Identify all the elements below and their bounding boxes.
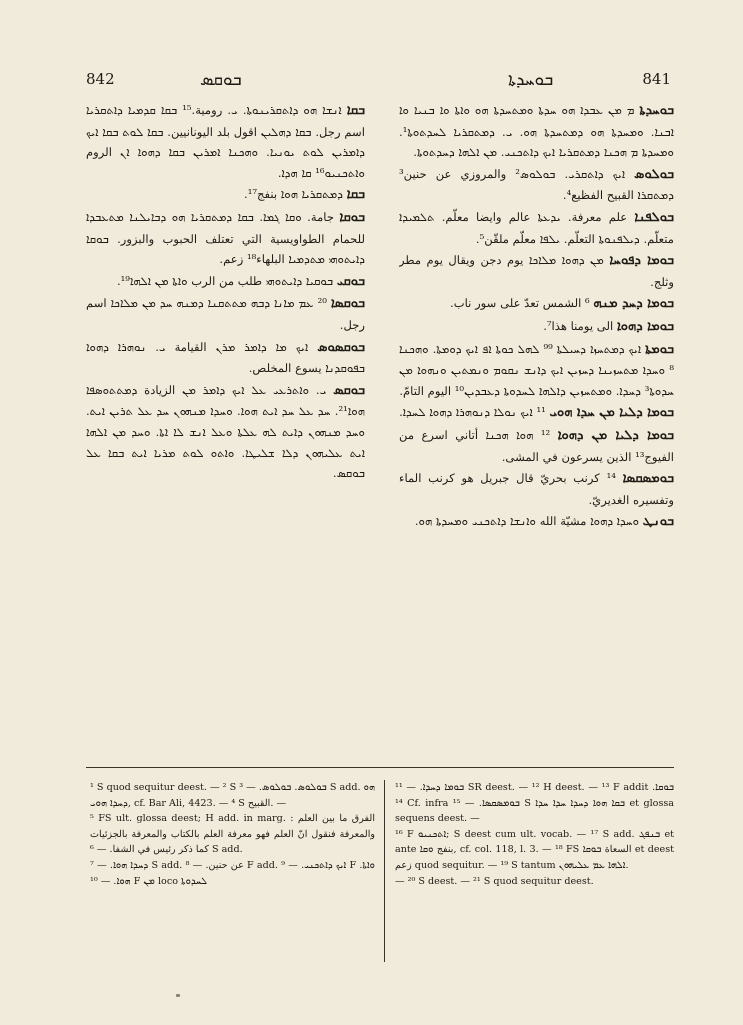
footnote-divider	[86, 767, 674, 768]
footnote-column-divider	[384, 780, 385, 962]
headword: ܒܘܩܣܘܣ	[317, 339, 365, 355]
definition: ܐܝܟ ܕܡܬܚܙܐ ܕܚܝܠܬܐ ⁹⁹ ܠܗܠ ܟܘܬܐ ܐܦ ܐܝܟ ܕܘܡܬܐ. ܘܗܟܢܐ ⁸ ܘܚܕܐ ܡܬܚܙܝܢܐ ܕܚܙܝܢ ܐܝܟ ܕܐܢܫ ܢܩܘܡ ܘܢܡܬܝܢ ܘܢܗܘܐ ܡܢ ܚܕܘܬܐ³ ܕܚܕܐ. ܘܡܬܚܙܝܢ ܕܐܠܗܐ ܠܚܕܘܬܐ ܕܥܒܕܝܢ¹⁰ اليوم التامّ.	[399, 341, 674, 398]
dictionary-entry	[399, 425, 674, 467]
footnote-line: ܕܚܕܐ ܗܘܐ. — ⁷ S add. عن حنين. — ⁸ F add. ܐܝܟ ܕܐܬܟܢܝ. — ⁹ F ܘܐܬܐ. ܗܘܐ. — ¹⁰ F ܡܢ loco ܠܚܕܘܬܐ	[90, 859, 375, 887]
headword: ܒܘܡܐ ܕܠܝܐ ܡܢ ܚܕܐ ܗܘܝ	[549, 405, 674, 421]
dictionary-entry	[86, 337, 365, 379]
definition: ¹⁴ كرنب بحريّ قال جبريل هو كرنب الماء وتفسيره الغديريّ.	[399, 471, 674, 507]
headword: ܒܩܐ	[346, 103, 365, 118]
headword: ܒܘܚܕܬܐ	[639, 103, 674, 118]
dictionary-entry	[399, 402, 674, 424]
headword: ܒܘܡܐ ܕܦܘܚܐ	[609, 253, 674, 269]
definition: ܡܢ ܕܗܘܐ ܡܠܐܟܐ يوم دجن ويقال يوم مطر وثلج.	[399, 253, 674, 289]
dictionary-entry	[86, 100, 365, 183]
dictionary-entry	[399, 100, 674, 163]
headword: ܒܘܩܐ	[339, 209, 365, 225]
dictionary-entry	[399, 339, 674, 402]
dictionary-entry	[86, 293, 365, 335]
running-head-right: ܒܘܚܕܬܐ	[508, 70, 554, 90]
dictionary-entry	[86, 271, 365, 293]
dictionary-entry	[399, 164, 674, 206]
definition: ܕܡܬܩܪܝܐ ܗܘܐ بنفج¹⁷.	[244, 187, 343, 202]
headword: ܒܘܡܐ ܕܠܝܐ ܡܢ ܕܗܘܐ	[557, 427, 674, 443]
running-head-left: ܒܘܩܣ	[200, 70, 242, 90]
definition: الى يومنا هذا⁷.	[543, 318, 614, 333]
footnotes-left	[90, 780, 375, 980]
definition: ܐܢܫܐ ܗܘ ܕܐܬܩܪܝܢܘܬܐ. ܝ. رومية.¹⁵ ܒܩܐ ܩܕܡܝܐ ܕܐܬܩܪܝܐ اسم رجل. ܒܩܐ ܕܗܠܝܢ اقول بلد اليونانيين. ܒܩܐ ܠܘܬ ܒܩܐ ܐܝܟ ܕܐܡܪܝܢ ܠܘܬ ܝܘܢܝܐ. ܘܗܟܢܐ ܐܡܪܝܢ ܒܩܐ ܕܗܘܐ ܐܢ الروم ܘܐܬܟܢܝܘ¹⁶ ܩܐ ܗܕܐ.	[86, 103, 365, 180]
page-number-right: 841	[642, 70, 671, 88]
definition: علم معرفة. ܝܕܥܬܐ عالم وايضا معلّم. ܬܠܡܝܕܐ متعلّم. ܕܝܠܦܢܘܬܐ التعلّم. ܝܠܦܐ معلّم ملقّن⁵.	[399, 209, 674, 246]
headword: ܒܘܩܝ	[336, 273, 365, 289]
headword: ܒܘܩܣܐ	[330, 296, 365, 312]
footnote-line: ¹ S quod sequitur deest. — ² S ܒܘܠܘܣ. ܒܘܠܘܣ. — ³ S add. ܗܘ ܕܚܕܐ ܗܘܝ, cf. Bar Ali, 4423. — ⁴ S القبيح. —	[90, 782, 375, 809]
definition: ܐܝܟ ܡܐ ܕܐܡܪ ܡܪܢ القيامة ܝ. ܢܘܗܪܐ ܕܗܘܐ ܒܦܘܩܕܢܐ يسوع المخلص.	[86, 339, 365, 376]
dictionary-entry	[399, 250, 674, 292]
left-column	[86, 100, 365, 750]
definition: ¹² ܗܘܐ ܗܟܢܐ أتاني اسرع من الفيوج¹³ الذين يسرعون في المشى.	[399, 427, 674, 464]
headword: ܒܘܠܘܣ	[634, 166, 674, 182]
dictionary-entry	[399, 207, 674, 249]
headword: ܒܩܐ	[346, 187, 365, 203]
page-speck	[176, 994, 180, 997]
definition: جامة. ܘܩܐ ܓܡܐ. ܒܩܐ ܕܡܬܩܪܝܐ ܗܘ ܕܒܐܝܠܢܐ ܡܬܥܒܕܐ للحمام الطواويسية التي تعتلف الحبوب والبزور. ܒܘܩܐ ܕܐܝܬܘܗܝ ܡܬܕܡܝܐ البلهاء¹⁸ زعم.	[86, 209, 365, 267]
headword: ܒܘܢܛ	[642, 514, 674, 530]
headword: ܒܘܩܣ	[333, 382, 365, 398]
definition: ܘܚܕܐ ܕܗܘܐ مشيّة الله ܘܐܢܫܐ ܕܐܬܟܢܝ ܘܡܚܕܬܐ ܗܘ.	[414, 514, 640, 529]
dictionary-entry	[86, 207, 365, 270]
headword: ܒܘܡܐ ܕܗܘܐ	[616, 318, 674, 334]
definition: ²⁰ ܥܡ ܡܐܢܐ ܕܒܗ ܡܬܬܩܢܐ ܕܡܢܗ ܚܕ ܡܢ ܡܠܐܟܐ اسم رجل.	[86, 296, 365, 332]
footnote-line: ܒܘܡܐ ܕܚܕܐ. — ¹¹ SR deest. — ¹² H deest. — ¹³ F addit ܒܘܩܐ. ¹⁴ Cf. infra ܒܘܡܣܩܣܐ. — ¹⁵ S ܒܩܐ ܗܘܐ ܕܚܕܐ ܚܕܐ ܚܕܐ et glossa sequens deest. —	[395, 782, 674, 825]
headword: ܒܘܡܣܩܣܐ	[622, 471, 674, 487]
footnote-line: — ²⁰ S deest. — ²¹ S quod sequitur deest.	[395, 875, 594, 887]
footnote-line: ¹⁶ F ܐܬܟܢܝܘ; S deest cum ult. vocab. — ¹⁷ S add. ܒܢܦܓ et ante بنفج ܘܩܐ, cf. col. 118, l. 3. — ¹⁸ FS السعاة ܒܘܩܐ et deest زعم quod sequitur. — ¹⁹ S tantum ܐܠܗܐ ܥܡ ܥܠܝܗܘܢ.	[395, 828, 674, 871]
dictionary-entry	[399, 468, 674, 510]
right-column	[399, 100, 674, 750]
headword: ܒܘܡܬܐ	[645, 341, 674, 357]
definition: ܒܘܩܝܐ ܕܐܝܬܘܗܝ طلب من الرب ܘܐܬܐ ܡܢ ܐܠܗܐ¹⁹.	[116, 273, 334, 288]
definition: ¹¹ ܐܝܟ ܢܘܠܐ ܕܢܘܗܪܐ ܕܗܘܐ ܠܚܕܐ.	[399, 405, 546, 420]
dictionary-entry	[86, 380, 365, 484]
footnotes-right	[395, 780, 674, 980]
dictionary-entry	[399, 316, 674, 338]
footnote-line: ⁵ FS ult. glossa deest; H add. in marg. : الفرق ما بين العلم والمعرفة فنقول انّ العلم فهو معرفة العلم بالكتاب والمعرفة بالجزئيات كما ذكر رئيس في الشفا. — ⁶ S add.	[90, 813, 375, 856]
headword: ܒܘܡܐ ܕܚܕ ܡܢܗ	[593, 296, 674, 312]
definition: ܐܝܟ ܕܐܬܩܪܝ. ܒܘܠܘܣ² والمروزي عن حنين³ ܕܡܬܩܪܐ القبيح الفظيع⁴.	[399, 166, 674, 203]
definition: ܡ ܡܢ ܥܒܕܐ ܗܘ ܚܕܬܐ ܘܡܬܚܕܬܐ ܗܘ ܘܐܬܐ ܘܐ ܒܢܝܐ ܘܐ ܐܒܢܐ. ܘܡܚܕܬܐ ܗܘ ܕܡܬܚܕܬܐ ܗܘ. ܝ. ܕܡܬܩܪܝܐ ܠܚܕܬܘܬܐ¹. ܘܡܚܕܬܐ ܡ ܗܟܢܐ ܕܡܬܩܪܝܐ ܐܝܟ ܕܐܬܟܢܝ. ܡܢ ܐܠܗܐ ܕܚܕܬܘܬܐ.	[399, 103, 674, 160]
dictionary-entry	[399, 293, 674, 315]
dictionary-entry	[399, 511, 674, 533]
definition: ܝ. ܘܐܬܪܥܝ ܥܠ ܐܝܟ ܕܐܡܪ ܡܢ الزيادة ܕܡܬܬܘܣܦܐ ܗܘܐ²¹. ܚܕ ܥܠ ܚܕ ܐܝܬ ܗܘܐ. ܘܚܕܐ ܡܢܗܘܢ ܚܕ ܥܠ ܬܪܝܢ ܐܝܬ. ܘܚܕ ܡܢܗܘܢ ܕܐܝܬ ܠܗ ܥܠܬܐ ܘܥܠ ܐܢܫ ܠܐ ܐܬܐ. ܘܚܕ ܡܢ ܐܠܗܐ ܐܝܬ ܥܠܝܗܘܢ ܕܠܐ ܫܠܝܛܐ. ܘܐܬܘ ܠܘܬ ܡܪܝܐ ܐܝܬ ܒܩܐ ܥܠ ܒܘܩܣ.	[86, 382, 365, 481]
page-number-left: 842	[86, 70, 115, 88]
definition: ⁶ الشمس تعدّ على سور ناب.	[450, 296, 590, 311]
headword: ܒܘܠܦܢܐ	[634, 209, 674, 225]
dictionary-entry	[86, 184, 365, 206]
